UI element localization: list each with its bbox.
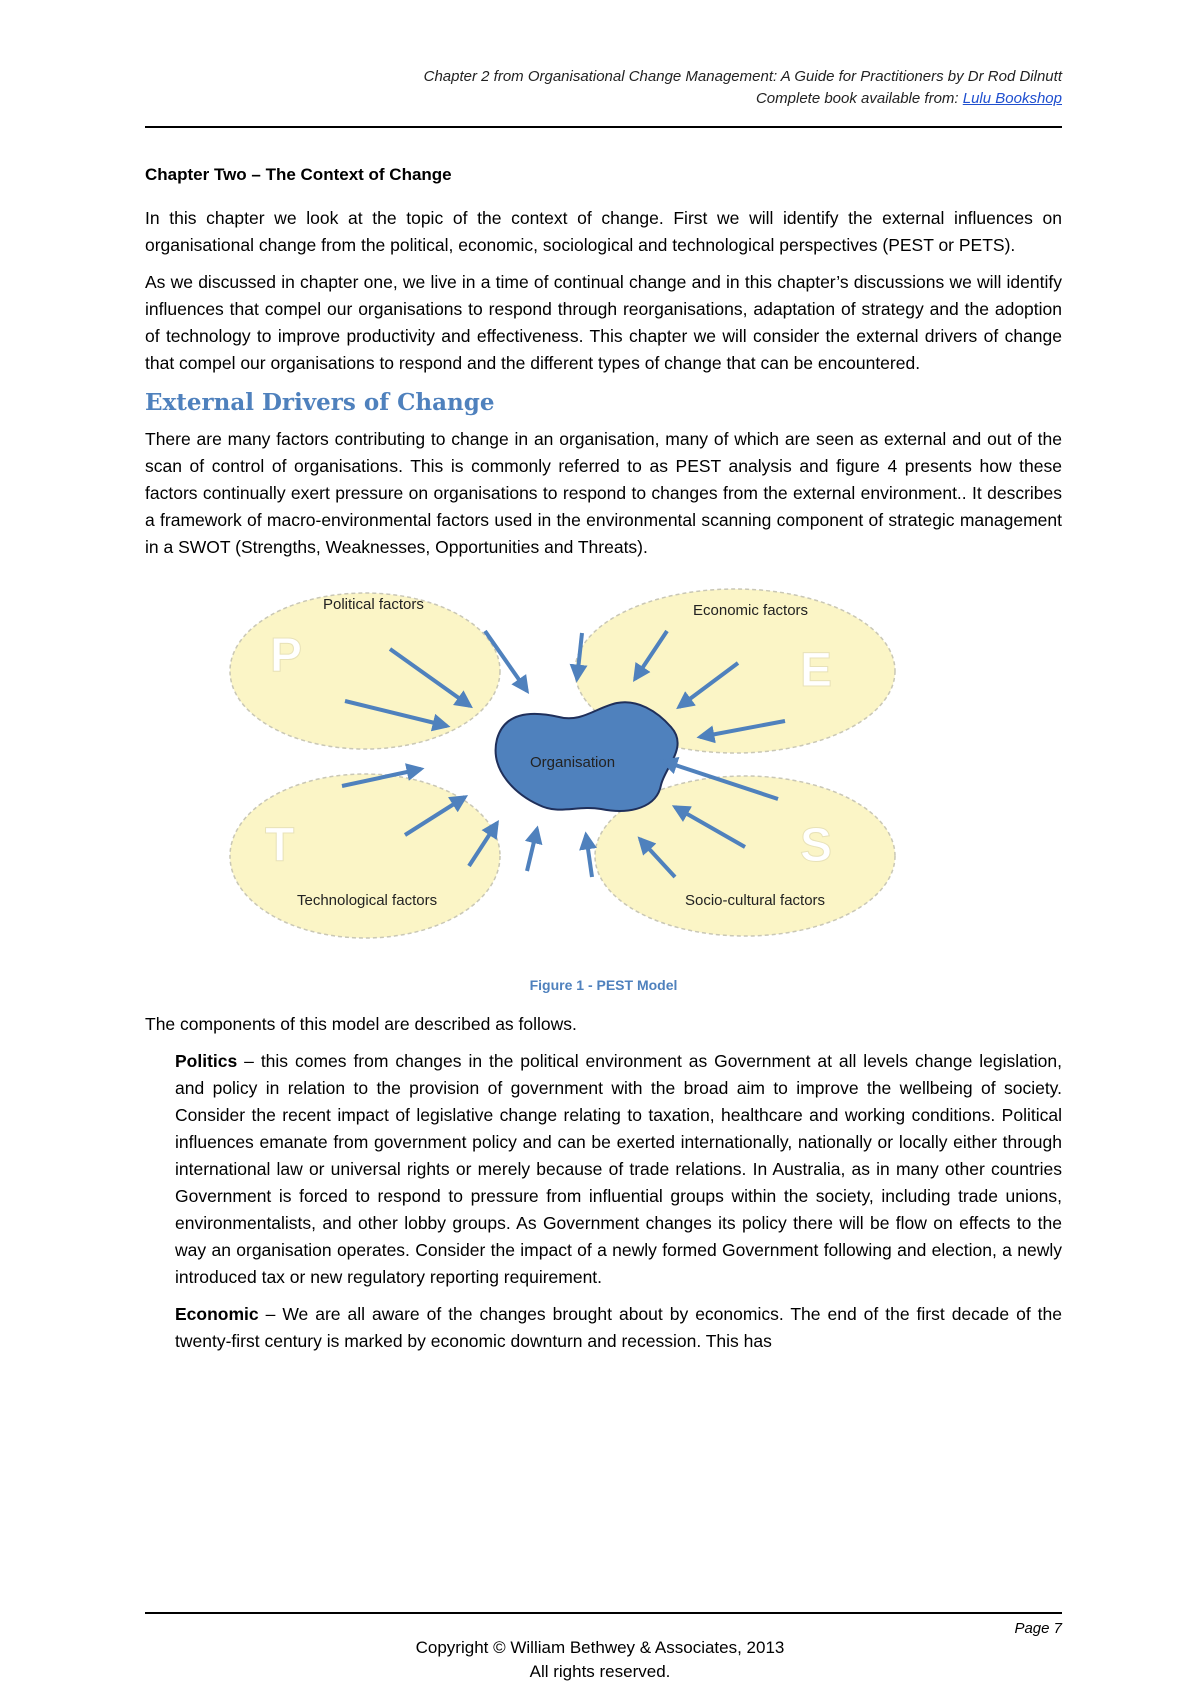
page-content [145, 165, 1062, 1365]
header-line-1: Chapter 2 from Organisational Change Management: A Guide for Practitioners by Dr Rod Dilnutt [423, 68, 1062, 85]
footer-copyright: Copyright © William Bethwey & Associates, 2013 [415, 1638, 785, 1657]
component-term: Politics [175, 1051, 238, 1071]
figure-caption: Figure 1 - PEST Model [529, 977, 678, 993]
lulu-bookshop-link[interactable]: Lulu Bookshop [962, 90, 1062, 107]
chapter-title: Chapter Two – The Context of Change [145, 165, 452, 184]
header-line-2 [145, 88, 1062, 110]
intro-paragraph-2: As we discussed in chapter one, we live in a time of continual change and in this chapter’s discussions we will identify influences that compel our organisations to respond through reorganisations, adaptation of strategy and the adoption of technology to improve productivity and effectiveness. This chapter we will consider the external drivers of change that compel our organisations to respond and the different types of change that can be encountered. [145, 272, 1062, 373]
economic-label: Economic factors [693, 602, 809, 619]
political-label: Political factors [323, 596, 424, 613]
component-economic [175, 1301, 1062, 1355]
letter-t: T [265, 819, 295, 872]
organisation-label: Organisation [530, 754, 616, 771]
page-footer [0, 1636, 1200, 1684]
component-term: Economic [175, 1304, 259, 1324]
letter-s: S [800, 819, 833, 872]
pest-figure [145, 571, 1062, 1011]
letter-e: E [800, 644, 833, 697]
header-line-2-prefix: Complete book available from: [755, 90, 963, 107]
letter-p: P [270, 629, 303, 682]
footer-rule [145, 1612, 1062, 1614]
components-intro: The components of this model are described as follows. [145, 1014, 577, 1034]
section-title: External Drivers of Change [145, 389, 495, 416]
section-paragraph: There are many factors contributing to change in an organisation, many of which are seen as external and out of the scan of control of organisations. This is commonly referred to as PEST analysis and figure 4 presents how these factors continually exert pressure on organisations to respond to changes from the external environment.. It describes a framework of macro-environmental factors used in the environmental scanning component of strategic management in a SWOT (Strengths, Weaknesses, Opportunities and Threats). [145, 429, 1062, 557]
footer-rights: All rights reserved. [529, 1662, 671, 1681]
component-text: – this comes from changes in the political environment as Government at all levels change legislation, and policy in relation to the provision of government with the broad aim to improve the wellbeing of society. Consider the recent impact of legislative change relating to taxation, healthcare and working conditions. Political influences emanate from government policy and can be exerted internationally, nationally or locally either through international law or universal rights or merely because of trade relations. In Australia, as in many other countries Government is forced to respond to pressure from influential groups within the society, including trade unions, environmentalists, and other lobby groups. As Government changes its policy there will be flow on effects to the way an organisation operates. Consider the impact of a newly formed Government following and election, a newly introduced tax or new regulatory reporting requirement. [175, 1051, 1062, 1287]
arrow-s4 [586, 835, 592, 877]
arrow-t4 [527, 829, 537, 871]
page-number: Page 7 [1014, 1620, 1062, 1637]
socio-label: Socio-cultural factors [685, 892, 826, 909]
pest-diagram [145, 571, 1062, 971]
component-politics [175, 1048, 1062, 1291]
intro-paragraph-1: In this chapter we look at the topic of the context of change. First we will identify the external influences on organisational change from the political, economic, sociological and technological perspectives (PEST or PETS). [145, 208, 1062, 255]
page-header [145, 66, 1062, 110]
component-text: – We are all aware of the changes brought about by economics. The end of the first decade of the twenty-first century is marked by economic downturn and recession. This has [175, 1304, 1062, 1351]
technological-label: Technological factors [297, 892, 438, 909]
header-rule [145, 126, 1062, 128]
